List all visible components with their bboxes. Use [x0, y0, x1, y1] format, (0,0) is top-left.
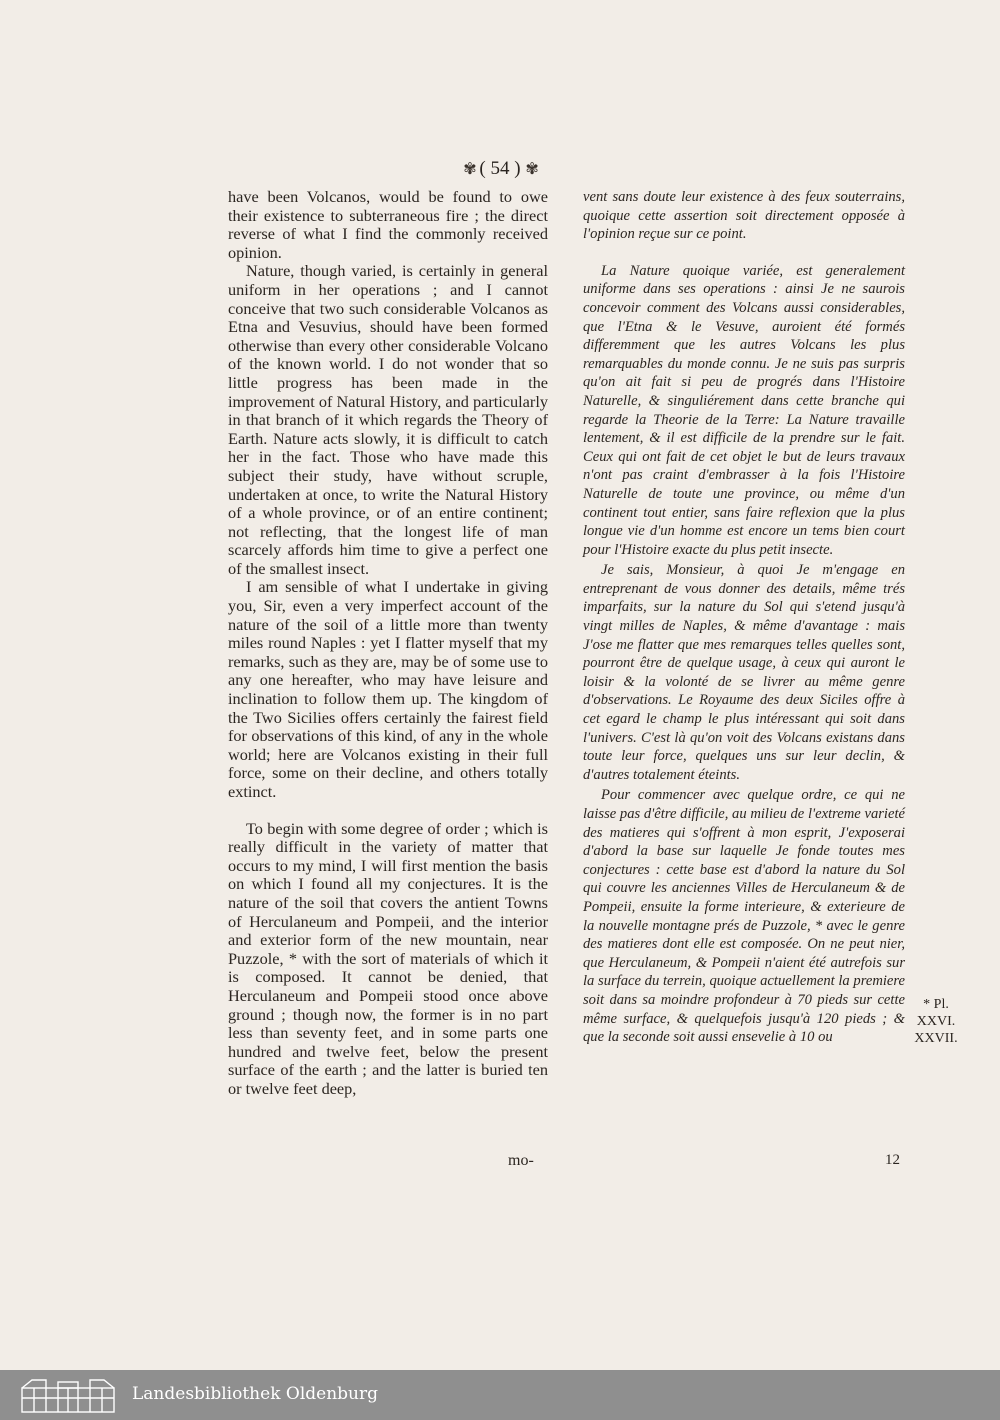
- library-name: Landesbibliothek Oldenburg: [132, 1384, 379, 1404]
- english-paragraph: I am sensible of what I undertake in giving you, Sir, even a very imperfect account of the nature of the soil of a little more than twenty miles round Naples : yet I flatter myself that my remarks, such as they are, may be of some use to any one hereafter, who may have leisure and inclination to follow them up. The kingdom of the Two Sicilies offers certainly the fairest field for observations of this kind, of any in the whole world; here are Volcanos existing in their full force, some on their decline, and others totally extinct.: [228, 577, 548, 801]
- french-paragraph: vent sans doute leur existence à des feux souterrains, quoique cette assertion soit directement opposée à l'opinion reçue sur ce point.: [583, 189, 905, 243]
- plate-note-line: * Pl.: [923, 997, 949, 1012]
- french-paragraph: Je sais, Monsieur, à quoi Je m'engage en entreprenant de vous donner des details, même trés imparfaits, sur la nature du Sol qui s'etend jusqu'à vingt milles de Naples, & même d'avantage : mais J'ose me flatter que mes remarques telles quelles sont, pourront être de quelque usage, à ceux qui auront le loisir & la volonté de se livrer au même genre d'observations. Le Royaume des deux Siciles offre à cet egard le champ le plus intéressant qui soit dans l'univers. C'est là qu'on voit des Volcans existans dans toute leur force, quelques uns sur leur declin, & d'autres totalement éteints.: [583, 562, 905, 783]
- english-paragraph: Nature, though varied, is certainly in general uniform in her operations ; and I cannot conceive that two such considerable Volcanos as Etna and Vesuvius, should have been formed otherwise than every other considerable Volcano of the known world. I do not wonder that so little progress has been made in the improvement of Natural History, and particularly in that branch of it which regards the Theory of Earth. Nature acts slowly, it is difficult to catch her in the fact. Those who have made this subject their study, have without scruple, undertaken at once, to write the Natural History of a whole province, or of an entire continent; not reflecting, that the longest life of man scarcely affords him time to give a perfect one of the smallest insect.: [228, 261, 548, 578]
- plate-note-line: XXVII.: [914, 1031, 958, 1046]
- french-paragraph: La Nature quoique variée, est generalement uniforme dans ses operations : ainsi Je ne saurois concevoir comment des Volcans aussi considerables, que l'Etna & le Vesuve, auroient été formés differemment que les autres Volcans les plus remarquables du monde connu. Je ne suis pas surpris qu'on ait fait si peu de progrés dans l'Histoire Naturelle, & singuliérement dans cette branche qui regarde la Theorie de la Terre: La Nature travaille lentement, & il est difficile de la prendre sur le fait. Ceux qui ont fait de cet objet le but de leurs travaux n'ont pas craint d'embrasser à la fois l'Histoire Naturelle de toute une province, ou même d'un continent tout entier, sans faire reflexion que la plus longue vie d'un homme est encore un tems bien court pour l'Histoire exacte du plus petit insecte.: [583, 262, 905, 558]
- plate-note-line: XXVI.: [916, 1014, 956, 1029]
- french-catchword: 12: [885, 1152, 900, 1168]
- french-paragraph: Pour commencer avec quelque ordre, ce qui ne laisse pas d'être difficile, au milieu de l'extreme varieté des matieres qui s'offrent à mon esprit, J'exposerai d'abord la base sur laquelle Je fonde toutes mes conjectures : cette base est d'abord la nature du Sol qui couvre les anciennes Villes de Herculaneum & de Pompeii, ensuite la forme interieure, & exterieure de la nouvelle montagne prés de Puzzole, * avec le genre des matieres dont elle est composée. On ne peut nier, que Herculaneum, & Pompeii n'aient été autrefois sur la surface du terrein, quoique actuellement la premiere soit dans sa moindre profondeur à 70 pieds sur cette même surface, & quelquefois jusqu'à 120 pieds ; & que la seconde soit aussi ensevelie à 10 ou: [583, 787, 905, 1046]
- english-catchword: mo-: [508, 1152, 534, 1169]
- english-column: [228, 188, 548, 1099]
- french-column: [583, 188, 905, 1047]
- plate-reference-note: [908, 996, 964, 1047]
- english-paragraph: have been Volcanos, would be found to owe their existence to subterraneous fire ; the direct reverse of what I find the commonly received opinion.: [228, 187, 548, 262]
- page-header: [0, 158, 1000, 180]
- footer-bar: [0, 1370, 1000, 1420]
- ornament-right-icon: ✾: [525, 161, 537, 178]
- english-paragraph: To begin with some degree of order ; which is really difficult in the variety of matter that occurs to my mind, I will first mention the basis on which I found all my conjectures. It is the nature of the soil that covers the antient Towns of Herculaneum and Pompeii, and the interior and exterior form of the new mountain, near Puzzole, * with the sort of materials of which it is composed. It cannot be denied, that Herculaneum and Pompeii stood once above ground ; though now, the former is in no part less than seventy feet, and in some parts one hundred and twelve feet, below the present surface of the earth ; and the latter is buried ten or twelve feet deep,: [228, 818, 548, 1098]
- ornament-left-icon: ✾: [463, 161, 475, 178]
- page-number: ( 54 ): [479, 158, 521, 179]
- library-building-icon: [18, 1376, 118, 1414]
